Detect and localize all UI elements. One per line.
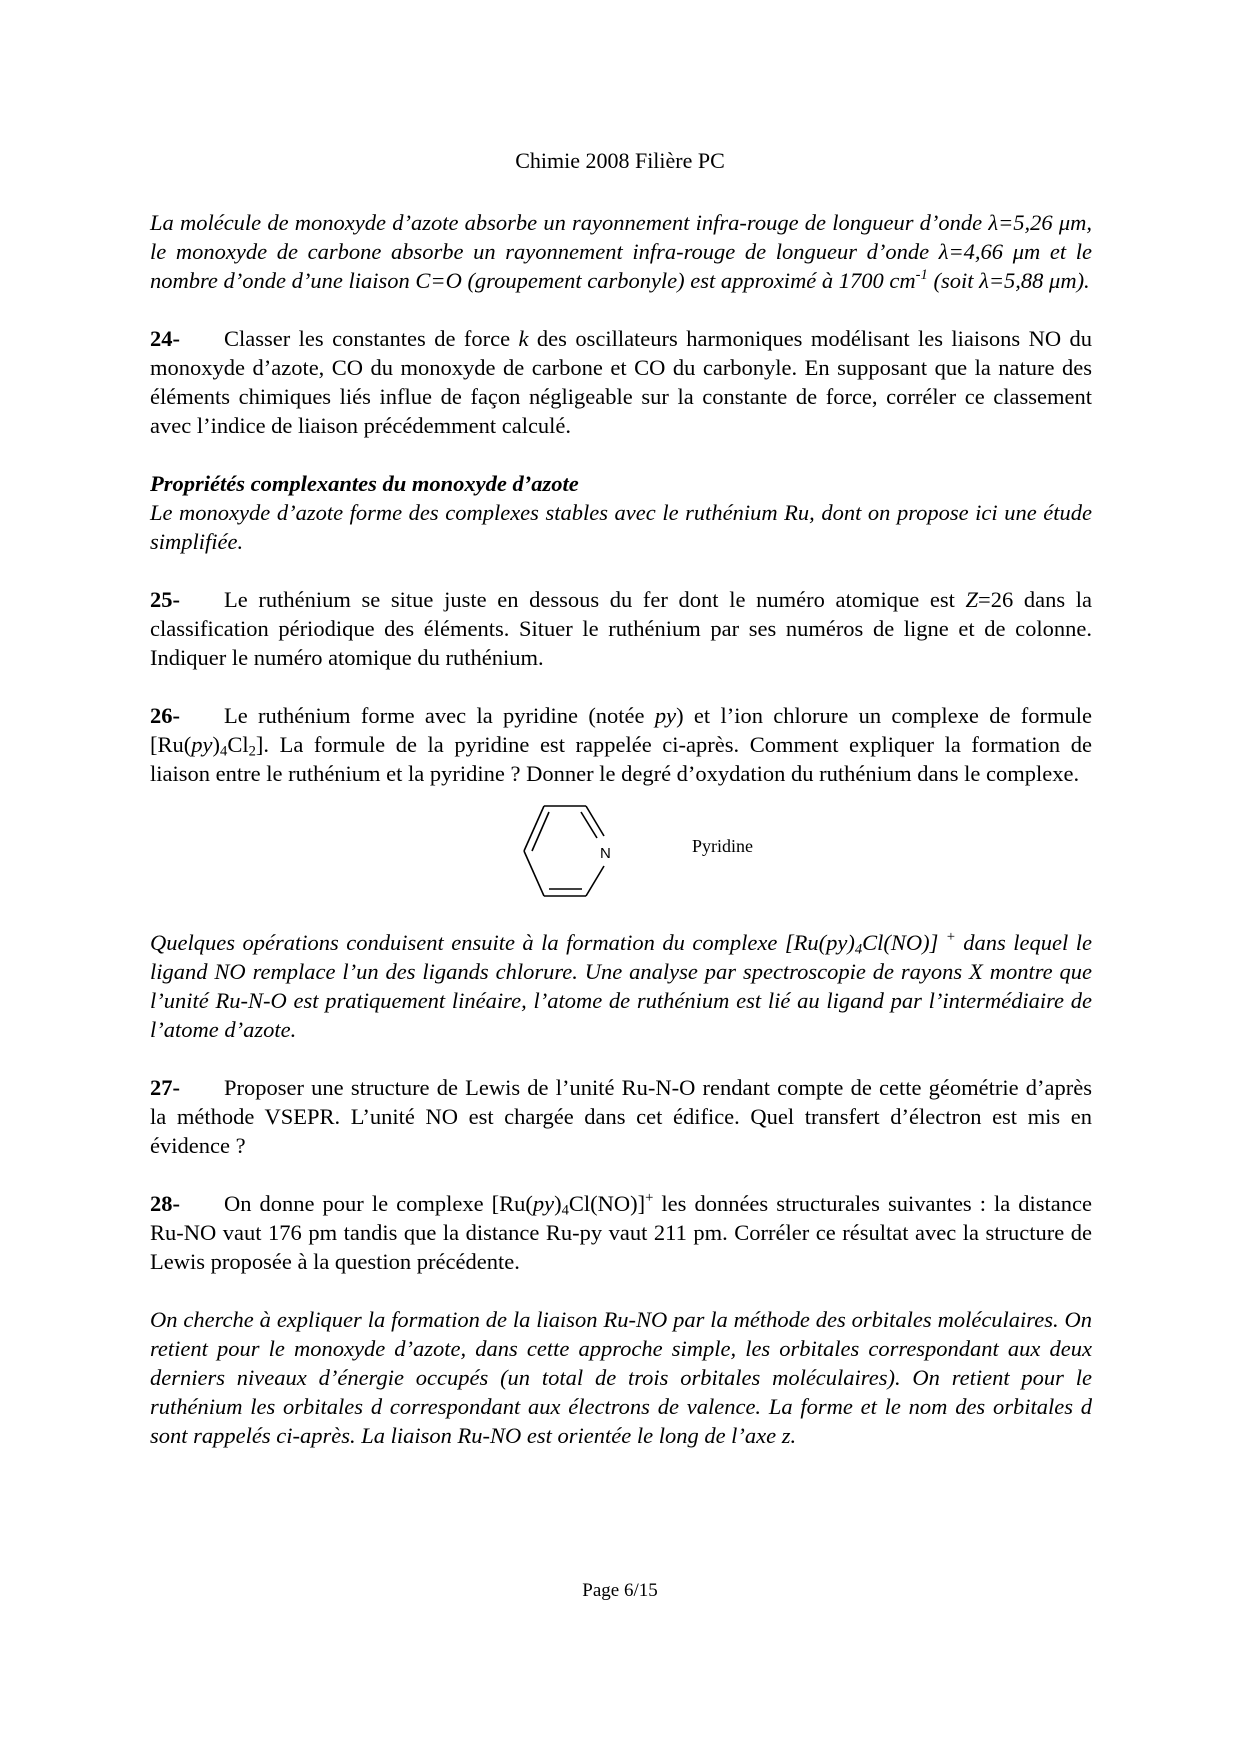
question-24: 24- Classer les constantes de force k des oscillateurs harmoniques modélisant les liaisons NO du monoxyde d’azote, CO du monoxyde de carbone et CO du carbonyle. En supposant que la nature des éléments chimiques liés influe de façon négligeable sur la constante de force, corréler ce classement avec l’indice de liaison précédemment calculé. <box>150 326 1093 438</box>
complex-paragraph: Quelques opérations conduisent ensuite à la formation du complexe $[Ru(py)_4Cl(NO)]$ + dans lequel le ligand NO remplace l’un des ligands chlorure. Une analyse par spectroscopie de rayons X montre que l’unité Ru-N-O est pratiquement linéaire, l’atome de ruthénium est lié au ligand par l’intermédiaire de l’atome d’azote. <box>150 929 1092 1042</box>
question-number: 27- <box>150 1075 180 1100</box>
pyridine-figure <box>150 794 1092 918</box>
orbital-paragraph: On cherche à expliquer la formation de la liaison Ru-NO par la méthode des orbitales moléculaires. On retient pour le monoxyde d’azote, dans cette approche simple, les orbitales correspondant aux deux derniers niveaux d’énergie occupés (un total de trois orbitales moléculaires). On retient pour le ruthénium les orbitales d correspondant aux électrons de valence. La forme et le nom des orbitales d sont rappelés ci-après. La liaison Ru-NO est orientée le long de l’axe z. <box>150 1307 1092 1448</box>
page-content <box>150 208 1092 1450</box>
question-28: 28- On donne pour le complexe $[Ru(py)_4Cl(NO)]^+$ les données structurales suivantes : la distance Ru-NO vaut 176 pm tandis que la distance Ru-py vaut 211 pm. Corréler ce résultat avec la structure de Lewis proposée à la question précédente. <box>150 1190 1092 1274</box>
question-number: 28- <box>150 1191 180 1216</box>
figure-caption: Pyridine <box>692 836 753 856</box>
question-number: 25- <box>150 587 180 612</box>
question-27: 27- Proposer une structure de Lewis de l’unité Ru-N-O rendant compte de cette géométrie d’après la méthode VSEPR. L’unité NO est chargée dans cet édifice. Quel transfert d’électron est mis en évidence ? <box>150 1075 1092 1158</box>
question-number: 24- <box>150 326 180 351</box>
question-26: 26- Le ruthénium forme avec la pyridine (notée py) et l’ion chlorure un complexe de formule $[Ru(py)_4Cl_2]$. La formule de la pyridine est rappelée ci-après. Comment expliquer la formation de liaison entre le ruthénium et la pyridine ? Donner le degré d’oxydation du ruthénium dans le complexe. <box>150 703 1092 786</box>
section-intro: Le monoxyde d’azote forme des complexes stables avec le ruthénium Ru, dont on propose ici une étude simplifiée. <box>150 500 1092 554</box>
question-number: 26- <box>150 703 180 728</box>
page-header: Chimie 2008 Filière PC <box>515 148 725 173</box>
section-title: Propriétés complexantes du monoxyde d’azote <box>150 471 579 496</box>
question-25: 25- Le ruthénium se situe juste en dessous du fer dont le numéro atomique est Z=26 dans la classification périodique des éléments. Situer le ruthénium par ses numéros de ligne et de colonne. Indiquer le numéro atomique du ruthénium. <box>150 587 1092 670</box>
nitrogen-atom-label: N <box>600 845 611 862</box>
pyridine-structure-diagram <box>516 794 616 914</box>
page-number: Page 6/15 <box>582 1580 658 1601</box>
intro-paragraph: La molécule de monoxyde d’azote absorbe un rayonnement infra-rouge de longueur d’onde λ=5,26 μm, le monoxyde de carbone absorbe un rayonnement infra-rouge de longueur d’onde λ=4,66 μm et le nombre d’onde d’une liaison C=O (groupement carbonyle) est approximé à 1700 $cm^{-1}$ (soit λ=5,88 μm). <box>150 210 1092 293</box>
